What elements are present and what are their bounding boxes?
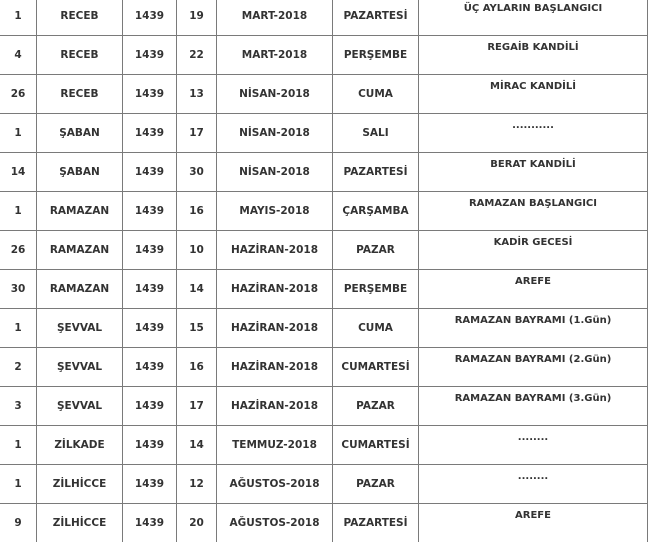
weekday-cell: CUMARTESİ xyxy=(333,426,419,465)
hijri-month-cell: RAMAZAN xyxy=(37,192,123,231)
event-name-cell: ........... xyxy=(419,114,648,153)
hijri-day-cell: 2 xyxy=(0,348,37,387)
gregorian-month-cell: TEMMUZ-2018 xyxy=(217,426,333,465)
gregorian-month-cell: HAZİRAN-2018 xyxy=(217,231,333,270)
table-row xyxy=(0,153,648,192)
table-row xyxy=(0,504,648,543)
weekday-cell: SALI xyxy=(333,114,419,153)
table-row xyxy=(0,114,648,153)
event-name-cell: RAMAZAN BAŞLANGICI xyxy=(419,192,648,231)
gregorian-month-cell: AĞUSTOS-2018 xyxy=(217,504,333,543)
gregorian-month-cell: HAZİRAN-2018 xyxy=(217,348,333,387)
hijri-year-cell: 1439 xyxy=(123,36,177,75)
hijri-month-cell: RECEB xyxy=(37,75,123,114)
hijri-month-cell: ŞEVVAL xyxy=(37,348,123,387)
gregorian-day-cell: 10 xyxy=(177,231,217,270)
gregorian-day-cell: 30 xyxy=(177,153,217,192)
hijri-month-cell: ŞEVVAL xyxy=(37,309,123,348)
hijri-month-cell: ŞABAN xyxy=(37,114,123,153)
weekday-cell: PERŞEMBE xyxy=(333,36,419,75)
gregorian-day-cell: 14 xyxy=(177,426,217,465)
hijri-year-cell: 1439 xyxy=(123,114,177,153)
table-row xyxy=(0,36,648,75)
weekday-cell: ÇARŞAMBA xyxy=(333,192,419,231)
hijri-year-cell: 1439 xyxy=(123,270,177,309)
event-name-cell: RAMAZAN BAYRAMI (3.Gün) xyxy=(419,387,648,426)
hijri-day-cell: 1 xyxy=(0,426,37,465)
hijri-year-cell: 1439 xyxy=(123,0,177,36)
hijri-day-cell: 30 xyxy=(0,270,37,309)
hijri-day-cell: 1 xyxy=(0,309,37,348)
hijri-day-cell: 26 xyxy=(0,75,37,114)
weekday-cell: CUMARTESİ xyxy=(333,348,419,387)
hijri-day-cell: 9 xyxy=(0,504,37,543)
event-name-cell: BERAT KANDİLİ xyxy=(419,153,648,192)
hijri-year-cell: 1439 xyxy=(123,348,177,387)
event-name-cell: REGAİB KANDİLİ xyxy=(419,36,648,75)
table-row xyxy=(0,387,648,426)
weekday-cell: CUMA xyxy=(333,75,419,114)
hijri-month-cell: ZİLHİCCE xyxy=(37,504,123,543)
gregorian-month-cell: HAZİRAN-2018 xyxy=(217,270,333,309)
gregorian-month-cell: HAZİRAN-2018 xyxy=(217,387,333,426)
hijri-year-cell: 1439 xyxy=(123,192,177,231)
gregorian-day-cell: 13 xyxy=(177,75,217,114)
gregorian-month-cell: MAYIS-2018 xyxy=(217,192,333,231)
gregorian-day-cell: 12 xyxy=(177,465,217,504)
hijri-day-cell: 1 xyxy=(0,192,37,231)
hijri-day-cell: 1 xyxy=(0,465,37,504)
gregorian-day-cell: 22 xyxy=(177,36,217,75)
hijri-year-cell: 1439 xyxy=(123,153,177,192)
gregorian-day-cell: 20 xyxy=(177,504,217,543)
gregorian-day-cell: 17 xyxy=(177,387,217,426)
gregorian-day-cell: 15 xyxy=(177,309,217,348)
gregorian-day-cell: 19 xyxy=(177,0,217,36)
table-row xyxy=(0,270,648,309)
hijri-month-cell: ŞEVVAL xyxy=(37,387,123,426)
event-name-cell: ÜÇ AYLARIN BAŞLANGICI xyxy=(419,0,648,36)
event-name-cell: AREFE xyxy=(419,270,648,309)
gregorian-day-cell: 16 xyxy=(177,192,217,231)
gregorian-month-cell: MART-2018 xyxy=(217,36,333,75)
hijri-year-cell: 1439 xyxy=(123,426,177,465)
table-row xyxy=(0,309,648,348)
table-row xyxy=(0,426,648,465)
table-row xyxy=(0,0,648,36)
weekday-cell: PAZAR xyxy=(333,231,419,270)
weekday-cell: CUMA xyxy=(333,309,419,348)
event-name-cell: RAMAZAN BAYRAMI (2.Gün) xyxy=(419,348,648,387)
gregorian-month-cell: HAZİRAN-2018 xyxy=(217,309,333,348)
event-name-cell: MİRAC KANDİLİ xyxy=(419,75,648,114)
weekday-cell: PAZARTESİ xyxy=(333,153,419,192)
gregorian-day-cell: 16 xyxy=(177,348,217,387)
event-name-cell: AREFE xyxy=(419,504,648,543)
hijri-year-cell: 1439 xyxy=(123,231,177,270)
gregorian-month-cell: NİSAN-2018 xyxy=(217,75,333,114)
hijri-month-cell: ŞABAN xyxy=(37,153,123,192)
table-row xyxy=(0,192,648,231)
hijri-month-cell: RAMAZAN xyxy=(37,231,123,270)
event-name-cell: ........ xyxy=(419,465,648,504)
hijri-year-cell: 1439 xyxy=(123,75,177,114)
event-name-cell: ........ xyxy=(419,426,648,465)
gregorian-day-cell: 14 xyxy=(177,270,217,309)
hijri-day-cell: 3 xyxy=(0,387,37,426)
weekday-cell: PAZARTESİ xyxy=(333,0,419,36)
hijri-year-cell: 1439 xyxy=(123,504,177,543)
hijri-month-cell: RAMAZAN xyxy=(37,270,123,309)
hijri-day-cell: 1 xyxy=(0,0,37,36)
hijri-day-cell: 26 xyxy=(0,231,37,270)
hijri-day-cell: 4 xyxy=(0,36,37,75)
hijri-day-cell: 14 xyxy=(0,153,37,192)
table-row xyxy=(0,75,648,114)
hijri-month-cell: RECEB xyxy=(37,36,123,75)
gregorian-month-cell: MART-2018 xyxy=(217,0,333,36)
hijri-month-cell: ZİLKADE xyxy=(37,426,123,465)
weekday-cell: PAZAR xyxy=(333,387,419,426)
hijri-month-cell: RECEB xyxy=(37,0,123,36)
hijri-year-cell: 1439 xyxy=(123,309,177,348)
hijri-year-cell: 1439 xyxy=(123,465,177,504)
hijri-day-cell: 1 xyxy=(0,114,37,153)
hijri-month-cell: ZİLHİCCE xyxy=(37,465,123,504)
table-row xyxy=(0,231,648,270)
gregorian-month-cell: NİSAN-2018 xyxy=(217,114,333,153)
weekday-cell: PAZAR xyxy=(333,465,419,504)
gregorian-month-cell: NİSAN-2018 xyxy=(217,153,333,192)
event-name-cell: RAMAZAN BAYRAMI (1.Gün) xyxy=(419,309,648,348)
weekday-cell: PERŞEMBE xyxy=(333,270,419,309)
weekday-cell: PAZARTESİ xyxy=(333,504,419,543)
table-row xyxy=(0,465,648,504)
table-row xyxy=(0,348,648,387)
gregorian-day-cell: 17 xyxy=(177,114,217,153)
gregorian-month-cell: AĞUSTOS-2018 xyxy=(217,465,333,504)
hijri-year-cell: 1439 xyxy=(123,387,177,426)
event-name-cell: KADİR GECESİ xyxy=(419,231,648,270)
